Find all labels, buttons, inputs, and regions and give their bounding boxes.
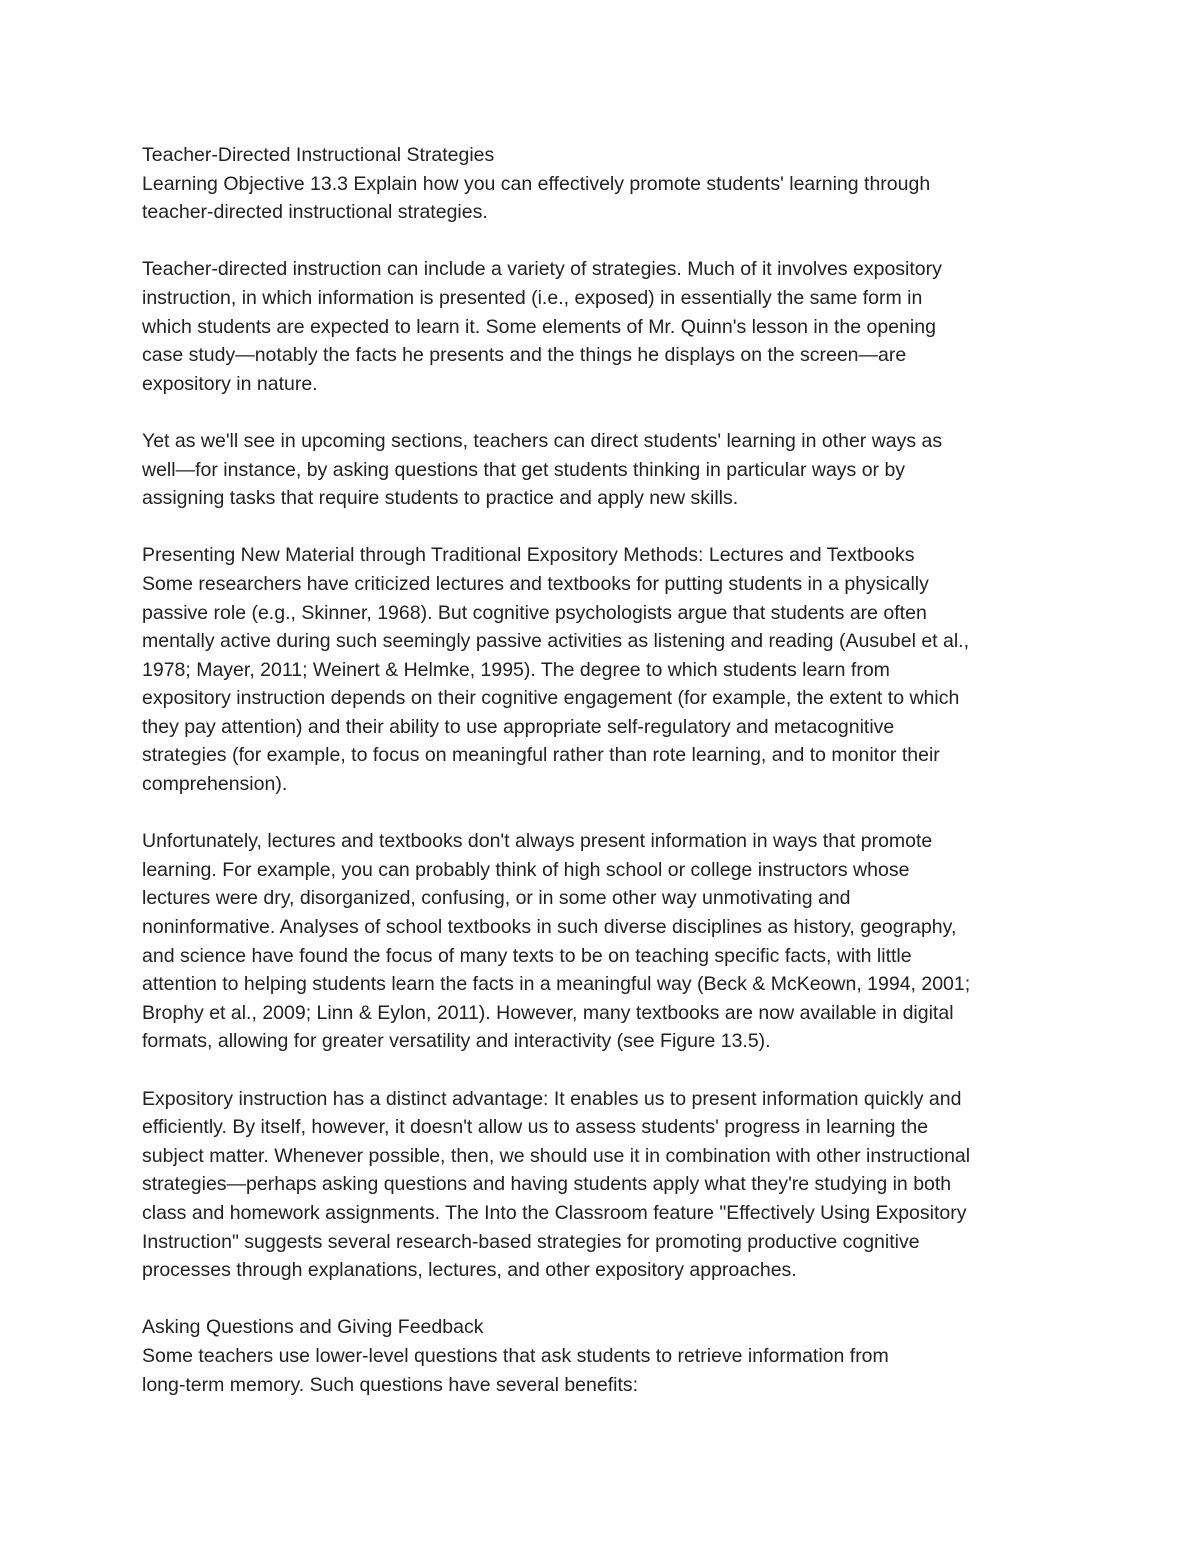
text-line: comprehension).: [142, 773, 288, 796]
text-line: well—for instance, by asking questions that get students thinking in particular ways or by: [142, 458, 906, 481]
text-line: Asking Questions and Giving Feedback: [142, 1316, 484, 1339]
text-line: formats, allowing for greater versatility and interactivity (see Figure 13.5).: [142, 1030, 771, 1053]
paragraph-body: [142, 1085, 1072, 1285]
text-line: Expository instruction has a distinct advantage: It enables us to present information quickly and: [142, 1087, 962, 1110]
text-line: lectures were dry, disorganized, confusing, or in some other way unmotivating and: [142, 887, 851, 910]
section-asking-questions: [142, 1313, 1072, 1399]
text-line: learning. For example, you can probably think of high school or college instructors whose: [142, 858, 910, 881]
text-line: noninformative. Analyses of school textbooks in such diverse disciplines as history, geography,: [142, 916, 957, 939]
text-line: attention to helping students learn the facts in a meaningful way (Beck & McKeown, 1994, 2001;: [142, 973, 971, 996]
paragraph-expository-definition: [142, 255, 1072, 398]
section-lectures-textbooks: [142, 541, 1072, 798]
text-line: Learning Objective 13.3 Explain how you can effectively promote students' learning through: [142, 172, 931, 195]
learning-objective: [142, 170, 1072, 227]
text-line: Presenting New Material through Traditional Expository Methods: Lectures and Textbooks: [142, 544, 915, 567]
text-line: which students are expected to learn it. Some elements of Mr. Quinn's lesson in the opening: [142, 315, 936, 338]
text-line: 1978; Mayer, 2011; Weinert & Helmke, 1995). The degree to which students learn from: [142, 658, 890, 681]
text-line: teacher-directed instructional strategies.: [142, 201, 488, 224]
text-line: instruction, in which information is presented (i.e., exposed) in essentially the same form in: [142, 286, 923, 309]
text-line: Some researchers have criticized lectures and textbooks for putting students in a physically: [142, 572, 929, 595]
paragraph-body: [142, 570, 1072, 799]
section-title-asking-questions: [142, 1313, 1072, 1342]
paragraph-body: [142, 1342, 1072, 1399]
paragraph-other-ways: [142, 427, 1072, 513]
text-line: passive role (e.g., Skinner, 1968). But cognitive psychologists argue that students are often: [142, 601, 927, 624]
text-line: Teacher-Directed Instructional Strategies: [142, 144, 495, 166]
section-title-teacher-directed: [142, 141, 1072, 170]
text-line: strategies (for example, to focus on meaningful rather than rote learning, and to monitor their: [142, 744, 940, 767]
text-line: Yet as we'll see in upcoming sections, teachers can direct students' learning in other ways as: [142, 429, 943, 452]
section-intro: [142, 141, 1072, 227]
text-line: strategies—perhaps asking questions and having students apply what they're studying in both: [142, 1173, 952, 1196]
text-line: expository instruction depends on their cognitive engagement (for example, the extent to which: [142, 687, 960, 710]
section-title-presenting-new-material: [142, 541, 1072, 570]
text-line: expository in nature.: [142, 372, 318, 395]
paragraph-body: [142, 255, 1072, 398]
paragraph-body: [142, 427, 1072, 513]
text-line: efficiently. By itself, however, it doesn't allow us to assess students' progress in learning the: [142, 1116, 929, 1139]
paragraph-distinct-advantage: [142, 1085, 1072, 1285]
text-line: Some teachers use lower-level questions that ask students to retrieve information from: [142, 1344, 889, 1367]
text-line: subject matter. Whenever possible, then, we should use it in combination with other instructional: [142, 1144, 971, 1167]
paragraph-body: [142, 827, 1072, 1056]
text-line: mentally active during such seemingly passive activities as listening and reading (Ausubel et al.,: [142, 630, 970, 653]
text-line: long-term memory. Such questions have several benefits:: [142, 1373, 639, 1396]
text-line: Teacher-directed instruction can include a variety of strategies. Much of it involves expository: [142, 258, 942, 281]
text-line: case study—notably the facts he presents and the things he displays on the screen—are: [142, 344, 907, 367]
text-line: and science have found the focus of many texts to be on teaching specific facts, with little: [142, 944, 912, 967]
text-line: processes through explanations, lectures, and other expository approaches.: [142, 1259, 797, 1282]
paragraph-unfortunately: [142, 827, 1072, 1056]
text-line: Instruction" suggests several research-based strategies for promoting productive cognitive: [142, 1230, 920, 1253]
text-line: Unfortunately, lectures and textbooks don't always present information in ways that promote: [142, 830, 933, 853]
text-line: class and homework assignments. The Into the Classroom feature "Effectively Using Expository: [142, 1201, 967, 1224]
text-line: Brophy et al., 2009; Linn & Eylon, 2011). However, many textbooks are now available in digital: [142, 1001, 954, 1024]
document-page: [142, 141, 1072, 1428]
text-line: they pay attention) and their ability to use appropriate self-regulatory and metacognitive: [142, 715, 895, 738]
text-line: assigning tasks that require students to practice and apply new skills.: [142, 487, 739, 510]
